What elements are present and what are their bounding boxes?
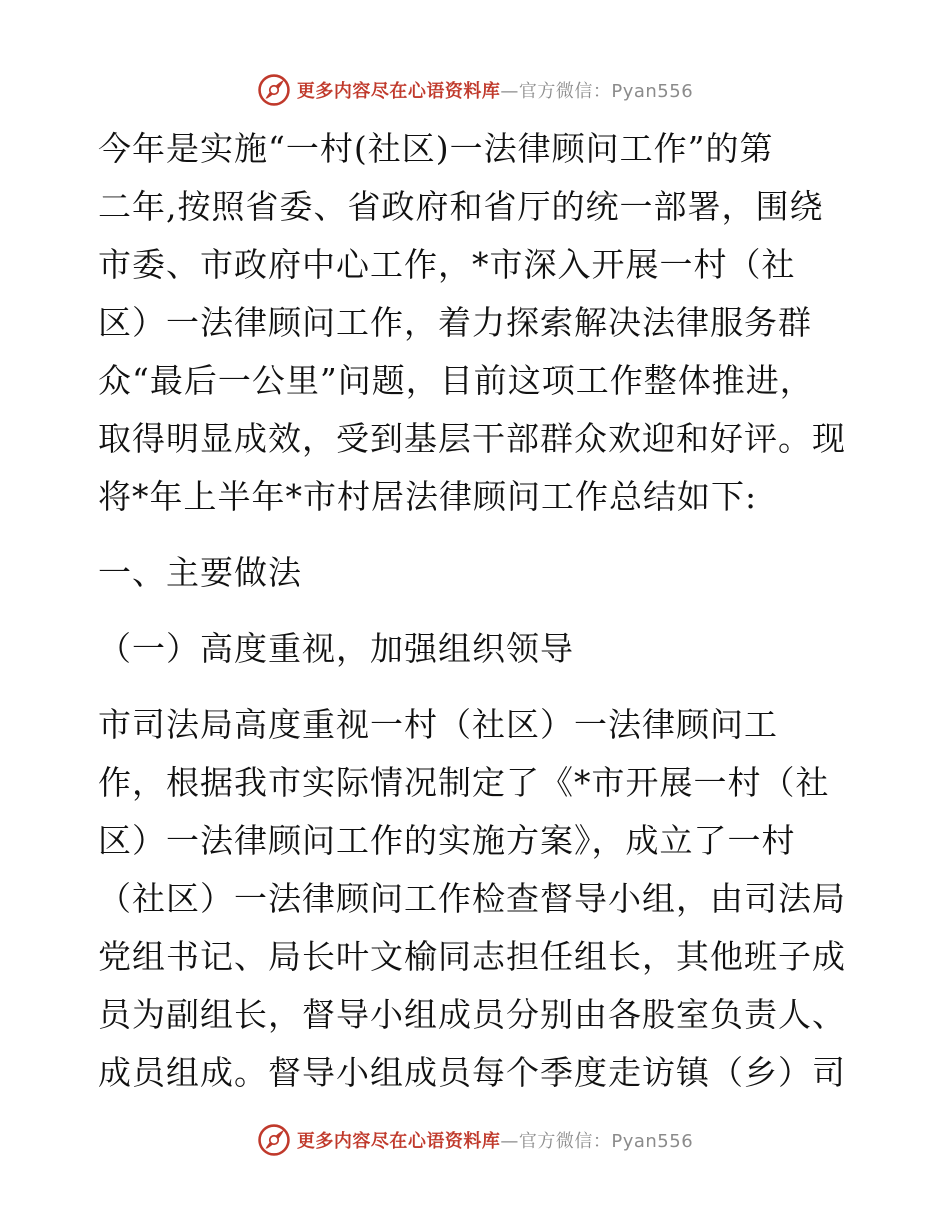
section-heading: 一、主要做法 [98, 553, 302, 592]
subsection-heading: （一）高度重视，加强组织领导 [98, 629, 574, 668]
body-paragraph [98, 696, 858, 1102]
body-line-5: 党组书记、局长叶文榆同志担任组长，其他班子成 [98, 937, 846, 976]
intro-line-3: 市委、市政府中心工作，*市深入开展一村（社 [98, 245, 796, 284]
intro-line-7: 将*年上半年*市村居法律顾问工作总结如下: [98, 477, 758, 516]
watermark-contact-value-bottom: Pyan556 [611, 1131, 694, 1152]
watermark-contact-value: Pyan556 [611, 81, 694, 102]
intro-line-1: 今年是实施“一村(社区)一法律顾问工作”的第 [98, 129, 774, 168]
watermark-text [297, 77, 693, 103]
watermark-site-text: 更多内容尽在心语资料库 [296, 81, 501, 102]
watermark-contact-label-bottom: 官方微信： [518, 1131, 612, 1152]
body-line-1: 市司法局高度重视一村（社区）一法律顾问工 [98, 705, 778, 744]
intro-line-5: 众“最后一公里”问题，目前这项工作整体推进， [98, 361, 814, 400]
watermark-text-bottom [297, 1127, 693, 1153]
document-body [98, 120, 858, 1102]
body-line-7: 成员组成。督导小组成员每个季度走访镇（乡）司 [98, 1053, 846, 1092]
body-line-3: 区）一法律顾问工作的实施方案》，成立了一村 [98, 821, 796, 860]
top-watermark-banner [0, 70, 950, 110]
watermark-group-bottom [257, 1123, 693, 1157]
intro-line-6: 取得明显成效，受到基层干部群众欢迎和好评。现 [98, 419, 846, 458]
feather-logo-icon [257, 1123, 291, 1157]
bottom-watermark-banner [0, 1120, 950, 1160]
intro-line-2: 二年,按照省委、省政府和省厅的统一部署，围绕 [98, 187, 824, 226]
watermark-separator: — [500, 81, 519, 102]
watermark-contact-label: 官方微信： [518, 81, 612, 102]
intro-line-4: 区）一法律顾问工作，着力探索解决法律服务群 [98, 303, 812, 342]
watermark-group [257, 73, 693, 107]
body-line-4: （社区）一法律顾问工作检查督导小组，由司法局 [98, 879, 846, 918]
body-line-2: 作，根据我市实际情况制定了《*市开展一村（社 [98, 763, 830, 802]
watermark-separator-bottom: — [500, 1131, 519, 1152]
watermark-site-text-bottom: 更多内容尽在心语资料库 [296, 1131, 501, 1152]
intro-paragraph [98, 120, 858, 526]
body-line-6: 员为副组长，督导小组成员分别由各股室负责人、 [98, 995, 846, 1034]
feather-logo-icon [257, 73, 291, 107]
